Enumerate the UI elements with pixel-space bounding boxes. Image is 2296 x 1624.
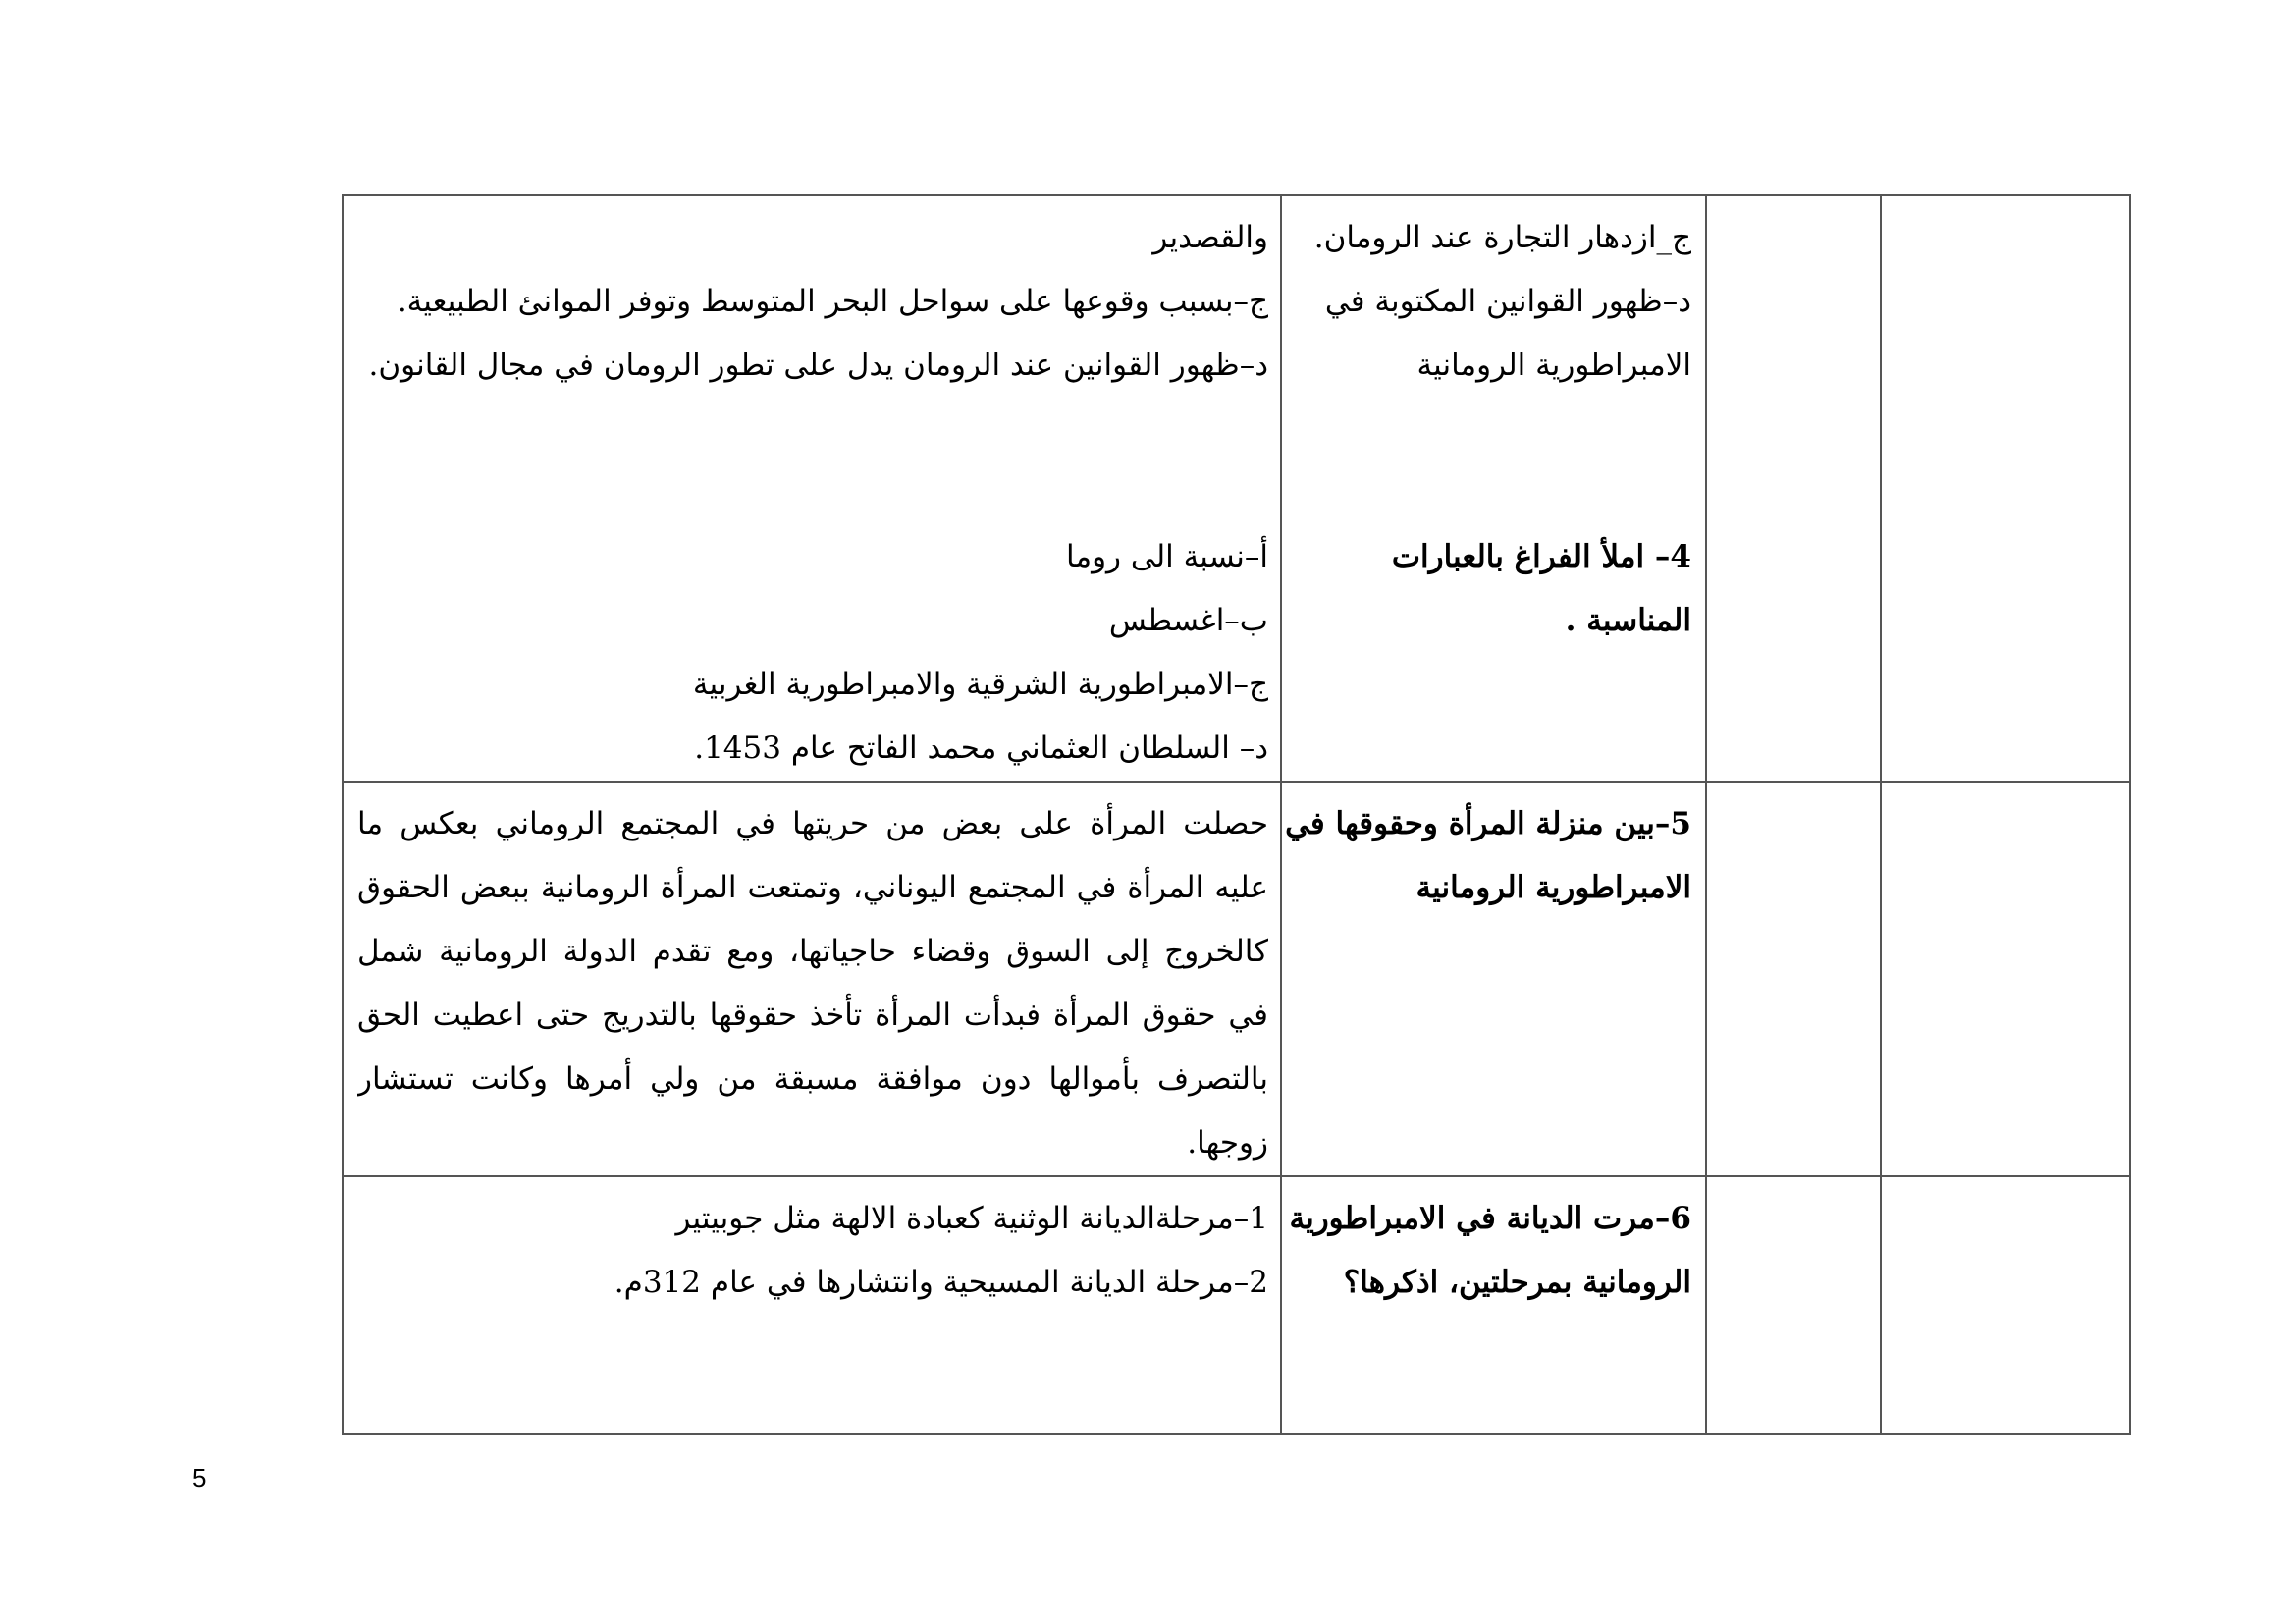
answer-line: ب–اغسطس <box>1108 603 1268 638</box>
question-line: الامبراطورية الرومانية <box>1416 348 1691 383</box>
empty-cell <box>1881 195 2130 782</box>
answer-line: بالتصرف بأموالها دون موافقة مسبقة من ولي أمرها وكانت تستشار <box>357 1061 1268 1097</box>
empty-cell <box>1706 782 1881 1176</box>
empty-cell <box>1881 1176 2130 1434</box>
answer-line: 1–مرحلةالديانة الوثنية كعبادة الالهة مثل جوبيتير <box>675 1201 1268 1236</box>
answer-line: عليه المرأة في المجتمع اليوناني، وتمتعت المرأة الرومانية ببعض الحقوق <box>357 870 1268 905</box>
answer-line: 2–مرحلة الديانة المسيحية وانتشارها في عام 312م. <box>614 1265 1268 1300</box>
question-cell <box>1281 1176 1706 1434</box>
worksheet-table <box>342 194 2131 1435</box>
question-cell <box>1281 782 1706 1176</box>
answer-line: والقصدير <box>1152 220 1268 255</box>
question-5-heading: الامبراطورية الرومانية <box>1415 870 1691 905</box>
answer-line: ج–الامبراطورية الشرقية والامبراطورية الغربية <box>692 667 1268 702</box>
answer-line: ج–بسبب وقوعها على سواحل البحر المتوسط وتوفر الموانئ الطبيعية. <box>397 284 1268 319</box>
empty-cell <box>1706 195 1881 782</box>
table-row <box>343 1176 2130 1434</box>
empty-cell <box>1706 1176 1881 1434</box>
question-4-heading: المناسبة . <box>1565 603 1691 638</box>
question-6-heading: الرومانية بمرحلتين، اذكرها؟ <box>1343 1265 1691 1300</box>
answer-line: زوجها. <box>1187 1125 1268 1161</box>
empty-cell <box>1881 782 2130 1176</box>
answer-line: كالخروج إلى السوق وقضاء حاجياتها، ومع تقدم الدولة الرومانية شمل <box>357 934 1268 969</box>
answer-line: د– السلطان العثماني محمد الفاتح عام 1453. <box>694 731 1268 766</box>
table-row <box>343 782 2130 1176</box>
question-cell <box>1281 195 1706 782</box>
question-line: د–ظهور القوانين المكتوبة في <box>1324 284 1691 319</box>
question-5-heading: 5–بين منزلة المرأة وحقوقها في <box>1285 806 1691 841</box>
answer-cell <box>343 782 1281 1176</box>
answer-line: في حقوق المرأة فبدأت المرأة تأخذ حقوقها بالتدريج حتى اعطيت الحق <box>357 998 1268 1033</box>
question-line: ج_ازدهار التجارة عند الرومان. <box>1313 220 1691 255</box>
page-number: 5 <box>192 1463 207 1492</box>
question-4-heading: 4– املأ الفراغ بالعبارات <box>1391 539 1691 574</box>
answer-cell <box>343 1176 1281 1434</box>
question-6-heading: 6–مرت الديانة في الامبراطورية <box>1289 1201 1691 1236</box>
answer-cell <box>343 195 1281 782</box>
table-row <box>343 195 2130 782</box>
answer-line: حصلت المرأة على بعض من حريتها في المجتمع الروماني بعكس ما <box>357 806 1268 841</box>
answer-line: د–ظهور القوانين عند الرومان يدل على تطور الرومان في مجال القانون. <box>368 348 1268 383</box>
answer-line: أ–نسبة الى روما <box>1066 539 1268 574</box>
